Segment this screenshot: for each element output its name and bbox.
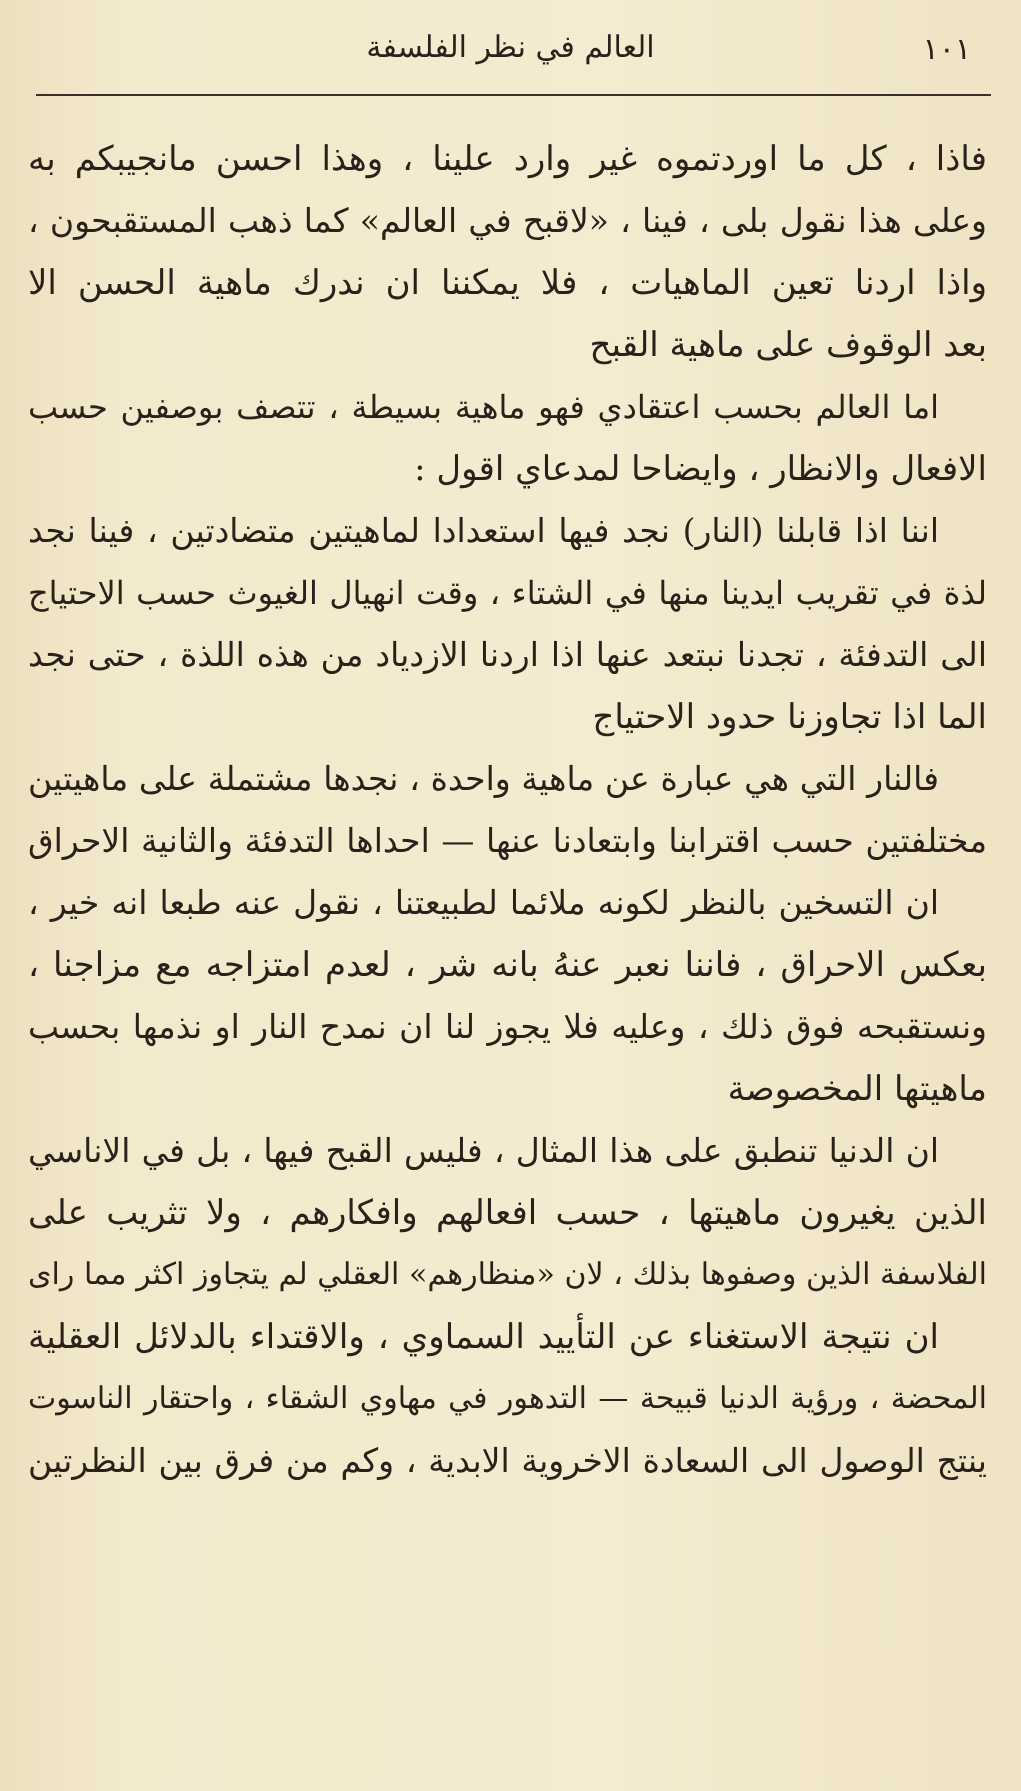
text-line: بعد الوقوف على ماهية القبح bbox=[589, 325, 987, 365]
text-line: اننا اذا قابلنا (النار) نجد فيها استعدادا لماهيتين متضادتين ، فينا نجد bbox=[28, 511, 939, 550]
text-line: الى التدفئة ، تجدنا نبتعد عنها اذا اردنا الازدياد من هذه اللذة ، حتى نجد bbox=[28, 635, 987, 674]
text-line: ينتج الوصول الى السعادة الاخروية الابدية ، وكم من فرق بين النظرتين bbox=[28, 1441, 987, 1480]
text-line: ماهيتها المخصوصة bbox=[727, 1069, 987, 1109]
text-line: مختلفتين حسب اقترابنا وابتعادنا عنها — احداها التدفئة والثانية الاحراق bbox=[28, 821, 987, 860]
page-number: ١٠١ bbox=[922, 32, 971, 67]
text-line: ونستقبحه فوق ذلك ، وعليه فلا يجوز لنا ان نمدح النار او نذمها بحسب bbox=[28, 1007, 987, 1046]
text-line: الافعال والانظار ، وايضاحا لمدعاي اقول : bbox=[414, 449, 987, 489]
text-line: ان نتيجة الاستغناء عن التأييد السماوي ، والاقتداء بالدلائل العقلية bbox=[28, 1317, 939, 1357]
text-line: فاذا ، كل ما اوردتموه غير وارد علينا ، وهذا احسن مانجيبكم به bbox=[28, 139, 987, 179]
text-line: الما اذا تجاوزنا حدود الاحتياج bbox=[592, 697, 987, 737]
page-header bbox=[40, 28, 981, 72]
text-line: ان الدنيا تنطبق على هذا المثال ، فليس القبح فيها ، بل في الاناسي bbox=[28, 1131, 939, 1170]
text-line: بعكس الاحراق ، فاننا نعبر عنهُ بانه شر ، لعدم امتزاجه مع مزاجنا ، bbox=[28, 945, 987, 985]
body-text bbox=[28, 128, 987, 1492]
text-line: فالنار التي هي عبارة عن ماهية واحدة ، نجدها مشتملة على ماهيتين bbox=[28, 759, 939, 798]
text-line: الذين يغيرون ماهيتها ، حسب افعالهم وافكارهم ، ولا تثريب على bbox=[28, 1193, 987, 1233]
text-line: المحضة ، ورؤية الدنيا قبيحة — التدهور في مهاوي الشقاء ، واحتقار الناسوت bbox=[28, 1381, 987, 1416]
running-title: العالم في نظر الفلسفة bbox=[366, 30, 655, 65]
text-line: ان التسخين بالنظر لكونه ملائما لطبيعتنا ، نقول عنه طبعا انه خير ، bbox=[28, 883, 939, 922]
text-line: وعلى هذا نقول بلى ، فينا ، «لاقبح في العالم» كما ذهب المستقبحون ، bbox=[28, 201, 987, 240]
text-line: الفلاسفة الذين وصفوها بذلك ، لان «منظارهم» العقلي لم يتجاوز اكثر مما راى bbox=[28, 1257, 987, 1292]
text-line: واذا اردنا تعين الماهيات ، فلا يمكننا ان ندرك ماهية الحسن الا bbox=[28, 263, 987, 303]
text-line: اما العالم بحسب اعتقادي فهو ماهية بسيطة ، تتصف بوصفين حسب bbox=[28, 388, 940, 426]
header-rule bbox=[36, 94, 991, 96]
text-line: لذة في تقريب ايدينا منها في الشتاء ، وقت انهيال الغيوث حسب الاحتياج bbox=[28, 574, 987, 612]
